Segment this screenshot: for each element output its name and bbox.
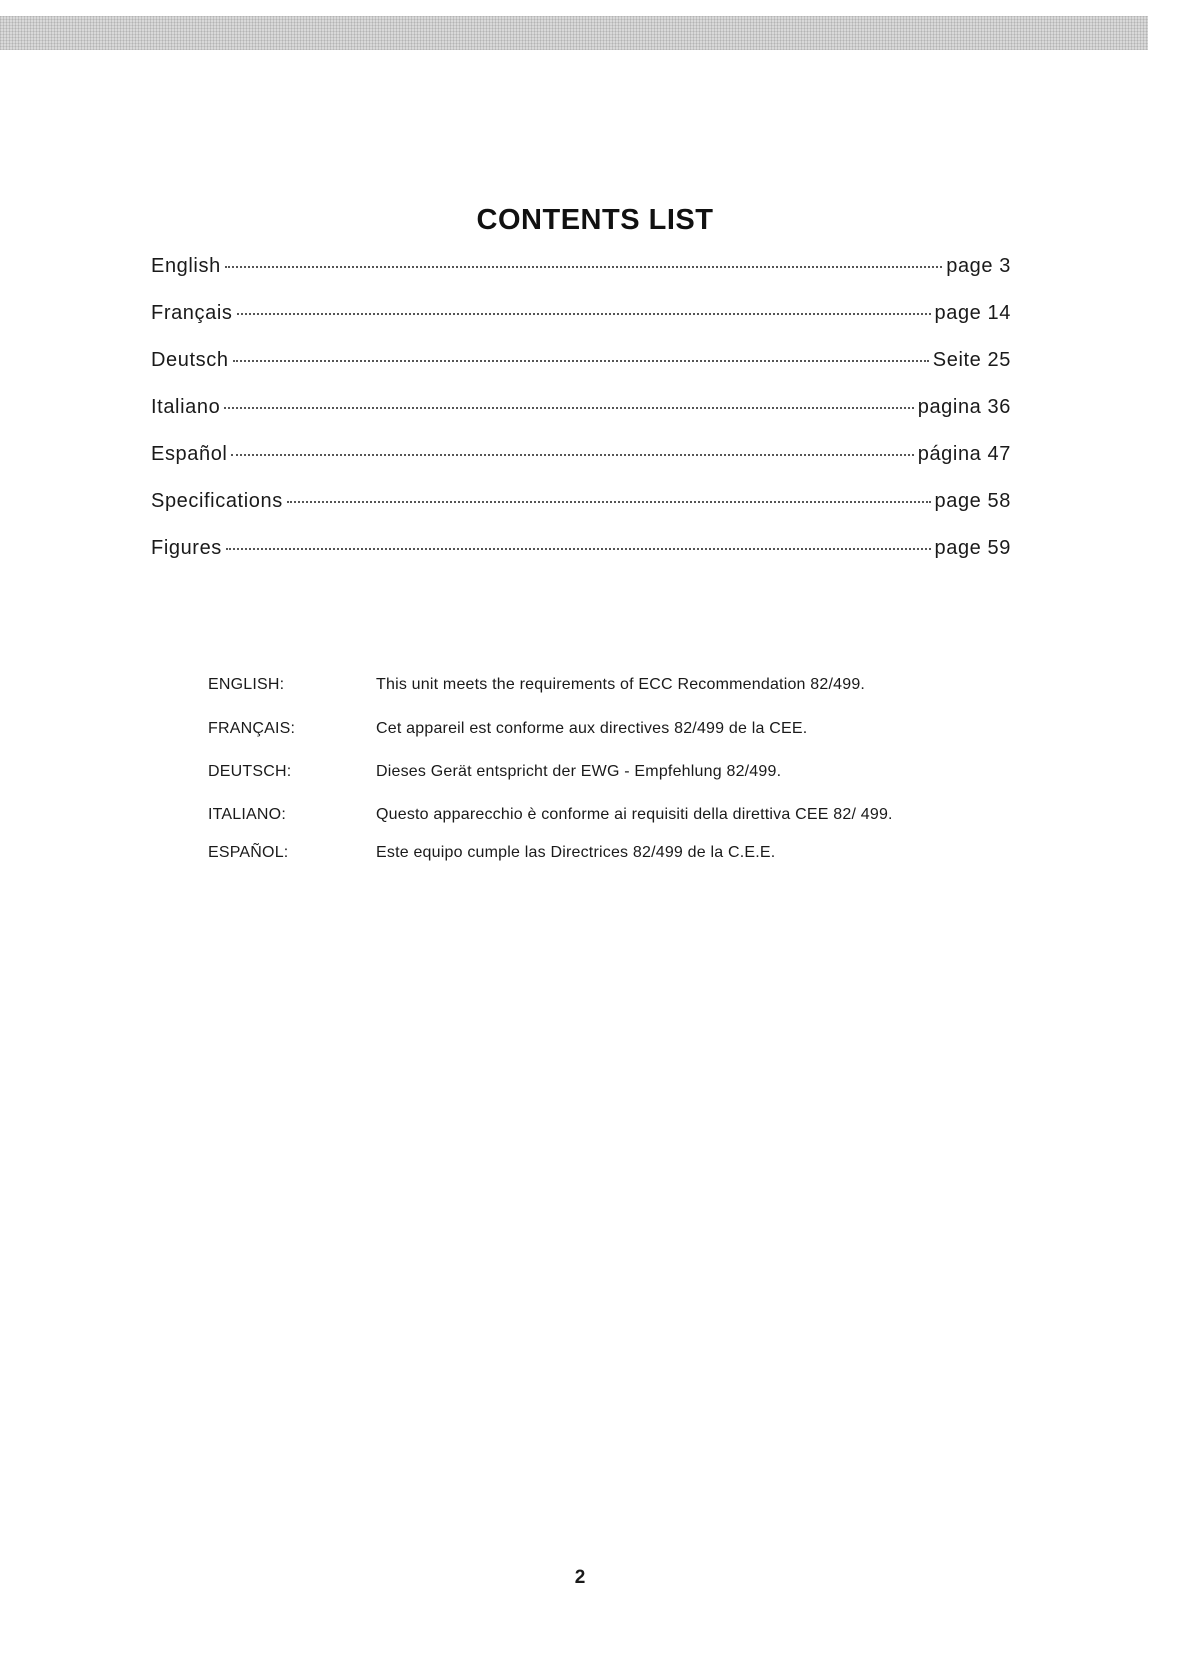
toc-entry-label: Español [151,443,228,465]
toc-entry-francais[interactable] [151,302,1011,349]
compliance-row [208,720,968,763]
compliance-text: Cet appareil est conforme aux directives 82/499 de la CEE. [376,720,808,737]
toc-entry-specifications[interactable] [151,490,1011,537]
dot-leader [225,266,942,268]
toc-entry-italiano[interactable] [151,396,1011,443]
toc-entry-page: page 58 [934,490,1011,512]
toc-entry-label: English [151,255,221,277]
dot-leader [287,501,931,503]
toc-entry-label: Specifications [151,490,283,512]
compliance-text: This unit meets the requirements of ECC Recommendation 82/499. [376,676,866,693]
dot-leader [231,454,913,456]
page-number: 2 [574,1567,586,1588]
toc-entry-page: page 3 [946,255,1011,277]
toc-entry-english[interactable] [151,255,1011,302]
compliance-row [208,676,968,720]
scanned-header-band [0,16,1148,50]
toc-entry-label: Figures [151,537,222,559]
toc-entry-label: Deutsch [151,349,229,371]
compliance-row [208,844,968,882]
compliance-text: Dieses Gerät entspricht der EWG - Empfehlung 82/499. [376,763,782,780]
toc-entry-espanol[interactable] [151,443,1011,490]
toc-entry-page: página 47 [917,443,1011,465]
toc-entry-page: Seite 25 [932,349,1011,371]
compliance-language: FRANÇAIS: [208,720,296,737]
dot-leader [226,548,931,550]
compliance-row [208,763,968,806]
contents-list [151,255,1011,584]
dot-leader [233,360,929,362]
toc-entry-label: Français [151,302,233,324]
dot-leader [237,313,931,315]
toc-entry-page: page 59 [934,537,1011,559]
compliance-language: ITALIANO: [208,806,286,823]
compliance-text: Questo apparecchio è conforme ai requisiti della direttiva CEE 82/ 499. [376,806,893,823]
page-title: CONTENTS LIST [476,204,714,236]
toc-entry-label: Italiano [151,396,221,418]
compliance-text: Este equipo cumple las Directrices 82/499 de la C.E.E. [376,844,776,861]
compliance-statements [208,676,968,882]
toc-entry-page: pagina 36 [917,396,1011,418]
toc-entry-page: page 14 [934,302,1011,324]
dot-leader [224,407,913,409]
compliance-row [208,806,968,844]
compliance-language: ENGLISH: [208,676,285,693]
toc-entry-figures[interactable] [151,537,1011,584]
toc-entry-deutsch[interactable] [151,349,1011,396]
compliance-language: ESPAÑOL: [208,844,289,861]
compliance-language: DEUTSCH: [208,763,292,780]
